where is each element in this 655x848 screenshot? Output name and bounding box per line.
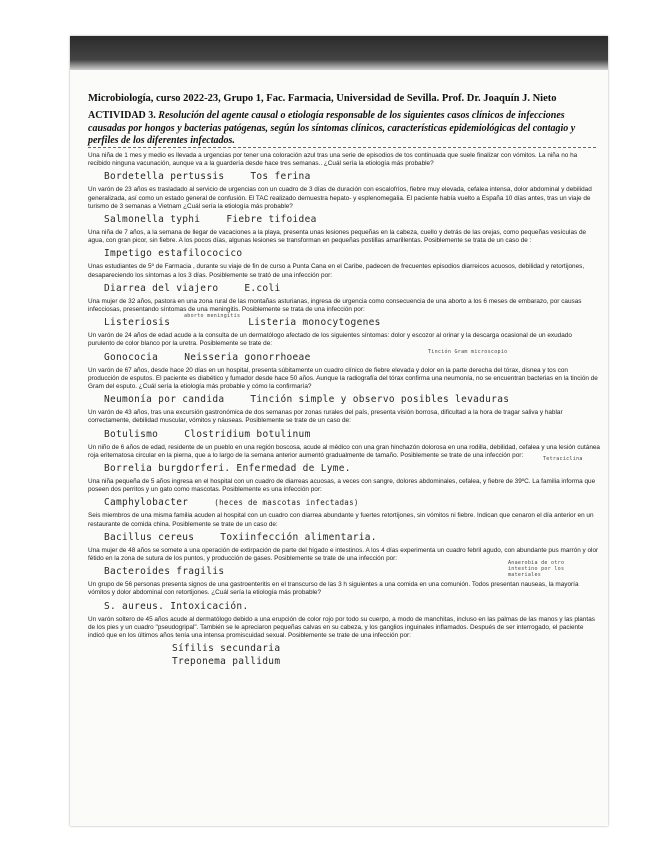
answer-primary: S. aureus. Intoxicación.: [104, 600, 249, 612]
answer-secondary: Toxiinfección alimentaria.: [220, 531, 377, 543]
handwritten-answer: [88, 170, 600, 183]
handwritten-answer: [88, 600, 600, 613]
header-divider: [88, 147, 596, 148]
answer-primary: Salmonella typhi: [104, 214, 201, 226]
answer-primary: Bacteroides fragilis: [104, 566, 225, 578]
answer-primary: Bacillus cereus: [104, 531, 195, 543]
handwritten-answer: [88, 313, 600, 329]
handwritten-answer: [88, 531, 600, 544]
case-list: [88, 152, 600, 671]
case-question: Una mujer de 32 años, pastora en una zona rural de las montañas asturianas, ingresa de urgencia como consecuencia de una aborto a los 6 meses de embarazo, por causas infecciosas, presentando síntomas de una meningitis. Posiblemente se trata de una infección por:: [88, 297, 582, 314]
handwritten-answer: [88, 428, 600, 441]
case-question: Una niña de 7 años, a la semana de llegar de vacaciones a la playa, presenta unas lesiones pequeñas en la cabeza, cuello y detrás de las orejas, como pequeñas vesículas de agua, con gran picor, sin fiebre. A los pocos días, algunas lesiones se transforman en pequeñas postillas amarillentas. Posiblemente se trata de un caso de :: [88, 229, 587, 245]
answer-secondary: Tinción simple y observo posibles levaduras: [250, 394, 510, 406]
handwritten-answer: [88, 393, 600, 406]
margin-note: aborto meningitis: [184, 313, 241, 320]
activity-label: ACTIVIDAD 3.: [88, 110, 156, 121]
case-item: [88, 444, 600, 475]
case-question: Un niño de 6 años de edad, residente de un pueblo en una región boscosa, acude al médico con una gran hinchazón dolorosa en una rodilla, debilidad, cefalea y una lesión cutánea roja eritematosa circular en la pierna, que a lo largo de la semana anterior aumentó gradualmente de tamaño. Posiblemente se trate de una infección por:: [88, 443, 600, 459]
case-item: [88, 186, 600, 226]
case-item: [88, 152, 600, 183]
case-item: [88, 298, 600, 329]
answer-secondary: Fiebre tifoidea: [226, 214, 317, 226]
answer-primary: Gonococia: [104, 351, 159, 363]
case-question: Una mujer de 48 años se somete a una operación de extirpación de parte del hígado e intestinos. A los 4 días experimenta un cuadro febril agudo, con abundante pus marrón y olor fétido en la zona de sutura de los puntos, y producción de gases. Posiblemente se trate de una infección por:: [88, 546, 599, 563]
case-item: [88, 332, 600, 363]
answer-secondary: Tos ferina: [250, 171, 311, 183]
document-header: [88, 92, 596, 148]
margin-note: Anaerobia de otro intestino por los materiales: [508, 560, 565, 579]
case-item: [88, 263, 600, 294]
case-question: Una niña de 1 mes y medio es llevada a urgencias por tener una coloración azul tras una serie de episodios de tos continuada que suele finalizar con vómitos. La niña no ha recibido ninguna vacunación, aunque va a la guardería desde hace tres semanas.. ¿Cuál sería la etiología más probable?: [88, 152, 578, 168]
answer-primary: Borrelia burgdorferi. Enfermedad de Lyme.: [104, 463, 351, 475]
case-item: [88, 478, 600, 509]
case-question: Un varón soltero de 45 años acude al dermatólogo debido a una erupción de color rojo por todo su cuerpo, a modo de manchitas, incluso en las palmas de las manos y las plantas de los pies y un cuadro "pseudogripal". También se le apreciaron pequeñas calvas en su cabeza, y los ganglios inguinales inflamados. Después de ser interrogado, el paciente indicó que en los últimos años tenía una intensa promiscuidad sexual. Posiblemente se trate de una infección por:: [88, 615, 595, 640]
answer-secondary: Clostridium botulinum: [184, 428, 311, 440]
answer-primary: Listeriosis: [104, 317, 171, 329]
handwritten-answer: [88, 213, 600, 226]
case-question: Un varón de 24 años de edad acude a la consulta de un dermatólogo afectado de los siguientes síntomas: dolor y escozor al orinar y la descarga ocasional de un exudado purulento de color blanco por la uretra. Posiblemente se trate de:: [88, 332, 572, 348]
handwritten-answer: [88, 282, 600, 295]
scan-top-band: [70, 36, 608, 70]
case-question: Seis miembros de una misma familia acuden al hospital con un cuadro con diarrea abundante y fuertes retortijones, sin vómitos ni fiebre. Indican que cenaron el día anterior en un restaurante de comida china. Posiblemente se trate de un caso de:: [88, 512, 594, 528]
answer-primary: Camphylobacter: [104, 497, 189, 509]
case-question: Una niña pequeña de 5 años ingresa en el hospital con un cuadro de diarreas acuosas, a veces con sangre, dolores abdominales, cefalea, y fiebre de 39ºC. La familia informa que poseen dos perritos y un gato como mascotas. Posiblemente es una infección por:: [88, 478, 596, 494]
case-question: Un varón de 67 años, desde hace 20 días en un hospital, presenta súbitamente un cuadro clínico de fiebre elevada y dolor en la parte derecha del tórax, disnea y tos con producción de esputos. El paciente es diabético y fumador desde hace 50 años. Aunque la radiografía del tórax confirma una neumonía, no se encuentran bacterias en la tinción de Gram del esputo. ¿Cuál sería la etiología más probable y cómo la confirmaría?: [88, 366, 598, 391]
case-question: Un varón de 23 años es trasladado al servicio de urgencias con un cuadro de 3 días de duración con escalofríos, fiebre muy elevada, cefalea intensa, dolor abdominal y debilidad generalizada, así como un estado general de confusión. El TAC realizado demuestra hepato- y esplenomegalia. El paciente había vuelto a España 10 días antes, tras un viaje de turismo de 3 semanas a Vietnam ¿Cuál sería la etiología más probable?: [88, 186, 592, 210]
case-question: Un varón de 43 años, tras una excursión gastronómica de dos semanas por zonas rurales del país, presenta visión borrosa, dificultad a la hora de tragar saliva y hablar correctamente, debilidad muscular, vómitos y náuseas. Posiblemente se trate de un caso de:: [88, 409, 563, 425]
handwritten-answer: [88, 560, 600, 579]
answer-primary: Diarrea del viajero: [104, 282, 219, 294]
answer-primary: Neumonía por candida: [104, 394, 225, 406]
answer-secondary: Treponema pallidum: [172, 656, 281, 668]
handwritten-answer: [88, 247, 600, 260]
handwritten-answer: [88, 348, 600, 364]
margin-note: Tetraciclina: [543, 456, 583, 463]
case-item: [88, 547, 600, 578]
margin-note: Tinción Gram microscopio: [428, 348, 508, 355]
course-title: Microbiología, curso 2022-23, Grupo 1, Fac. Farmacia, Universidad de Sevilla. Prof. Dr. Joaquín J. Nieto: [88, 93, 557, 104]
case-item: [88, 616, 600, 669]
handwritten-answer: [88, 496, 600, 509]
handwritten-answer: [88, 642, 600, 668]
answer-primary: Impetigo estafilococico: [104, 248, 243, 260]
answer-primary: Botulismo: [104, 428, 159, 440]
answer-secondary: Neisseria gonorrhoeae: [184, 351, 311, 363]
answer-primary: Sífilis secundaria: [172, 643, 281, 655]
answer-secondary: E.coli: [244, 282, 281, 294]
activity-heading: [88, 110, 596, 148]
case-item: [88, 229, 600, 260]
case-question: Un grupo de 56 personas presenta signos de una gastroenteritis en el transcurso de las 3 h siguientes a una comida en una comunión. Todos presentan nauseas, la mayoría vómitos y dolor abdominal con retortijones. ¿Cuál sería la etiología más probable?: [88, 581, 579, 597]
answer-secondary: Listeria monocytogenes: [248, 317, 381, 329]
handwritten-answer: [88, 456, 600, 475]
case-item: [88, 512, 600, 543]
case-item: [88, 581, 600, 612]
activity-description: Resolución del agente causal o etiología responsable de los siguientes casos clínicos de infecciones causadas por hongos y bacterias patógenas, según los síntomas clínicos, características epidemiológicas del contagio y perfiles de los diferentes infectados.: [88, 110, 576, 146]
answer-primary: Bordetella pertussis: [104, 171, 225, 183]
case-item: [88, 409, 600, 440]
document-page: [70, 36, 608, 826]
case-item: [88, 367, 600, 407]
answer-secondary: (heces de mascotas infectadas): [214, 498, 359, 508]
case-question: Unas estudiantes de 5º de Farmacia , durante su viaje de fin de curso a Punta Cana en el Caribe, padecen de frecuentes episodios diarreicos acuosos, debilidad y retortijones, desapareciendo los síntomas a los 3 días. Posiblemente se trató de una infección por:: [88, 263, 585, 279]
